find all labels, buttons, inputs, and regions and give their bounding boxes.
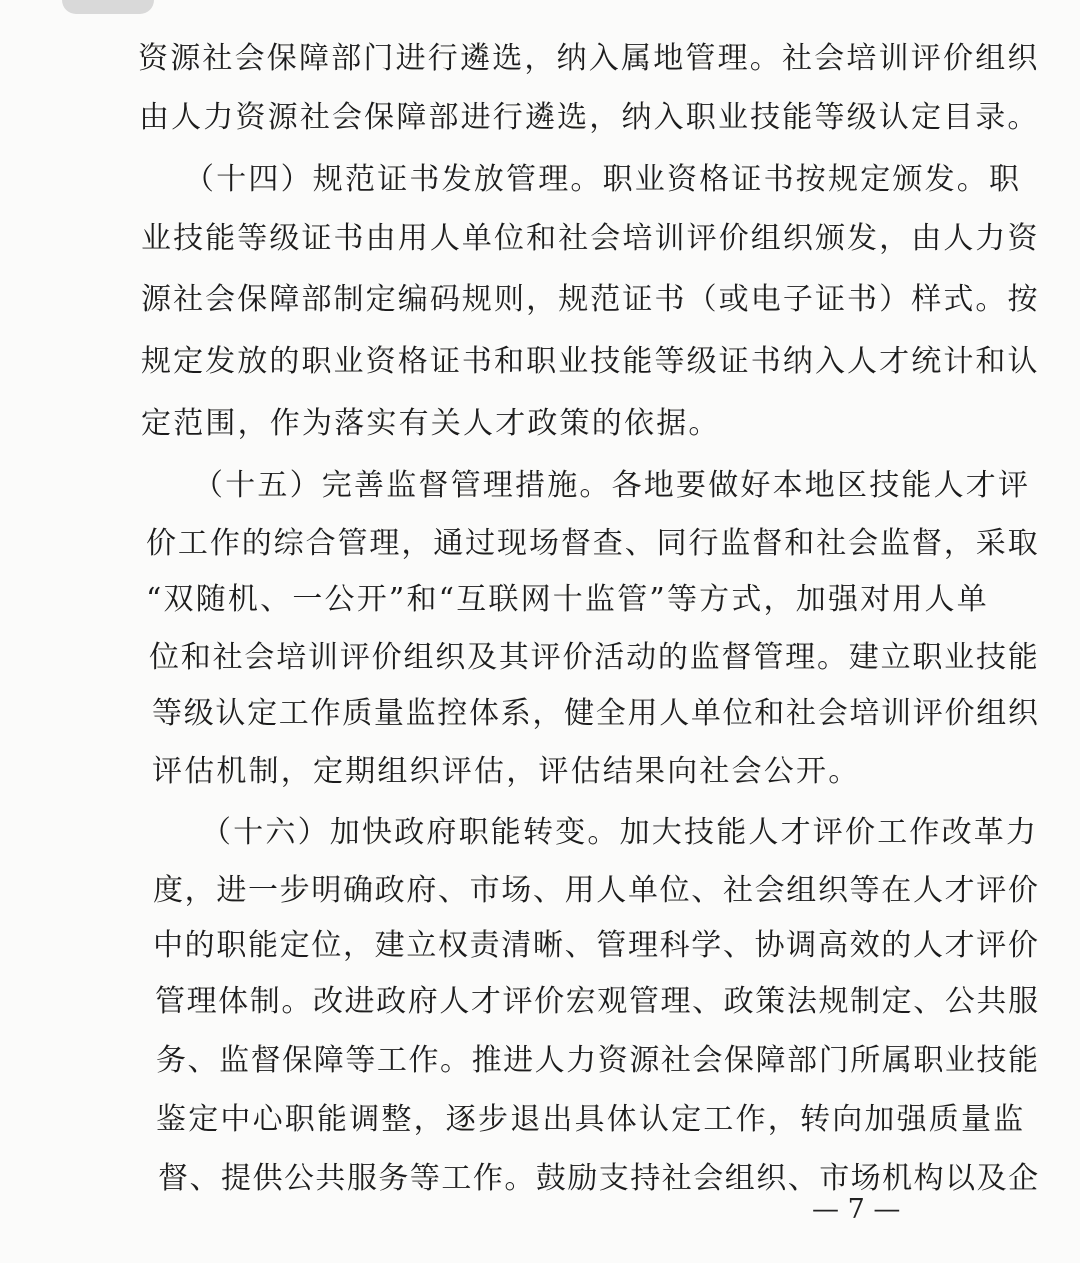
text-line: 管理体制。改进政府人才评价宏观管理、政策法规制定、公共服: [155, 984, 1040, 1019]
text-line: 位和社会培训评价组织及其评价活动的监督管理。建立职业技能: [149, 640, 1040, 675]
text-line: 由人力资源社会保障部进行遴选，纳入职业技能等级认定目录。: [139, 100, 1040, 135]
text-line: 督、提供公共服务等工作。鼓励支持社会组织、市场机构以及企: [158, 1161, 1040, 1196]
text-line: 评估机制，定期组织评估，评估结果向社会公开。: [152, 754, 861, 789]
text-line: 中的职能定位，建立权责清晰、管理科学、协调高效的人才评价: [153, 928, 1040, 963]
text-line: 业技能等级证书由用人单位和社会培训评价组织颁发，由人力资: [141, 221, 1040, 256]
text-line: 务、监督保障等工作。推进人力资源社会保障部门所属职业技能: [156, 1043, 1040, 1078]
text-line: 等级认定工作质量监控体系，健全用人单位和社会培训评价组织: [152, 696, 1040, 731]
text-line: “双随机、一公开”和“互联网十监管”等方式，加强对用人单: [146, 582, 989, 617]
text-line: 定范围，作为落实有关人才政策的依据。: [141, 406, 721, 441]
text-line: （十五）完善监督管理措施。各地要做好本地区技能人才评: [193, 468, 1031, 503]
text-line: 源社会保障部制定编码规则，规范证书（或电子证书）样式。按: [141, 282, 1040, 317]
text-line: 资源社会保障部门进行遴选，纳入属地管理。社会培训评价组织: [138, 41, 1040, 76]
text-line: 度，进一步明确政府、市场、用人单位、社会组织等在人才评价: [153, 873, 1040, 908]
text-line: 鉴定中心职能调整，逐步退出具体认定工作，转向加强质量监: [156, 1102, 1026, 1137]
text-line: （十四）规范证书发放管理。职业资格证书按规定颁发。职: [184, 162, 1022, 197]
page-number: — 7 —: [812, 1194, 901, 1225]
text-line: 价工作的综合管理，通过现场督查、同行监督和社会监督，采取: [146, 526, 1040, 561]
text-line: 规定发放的职业资格证书和职业技能等级证书纳入人才统计和认: [141, 344, 1040, 379]
top-edge-shadow: [62, 0, 154, 14]
text-line: （十六）加快政府职能转变。加大技能人才评价工作改革力: [201, 815, 1039, 850]
